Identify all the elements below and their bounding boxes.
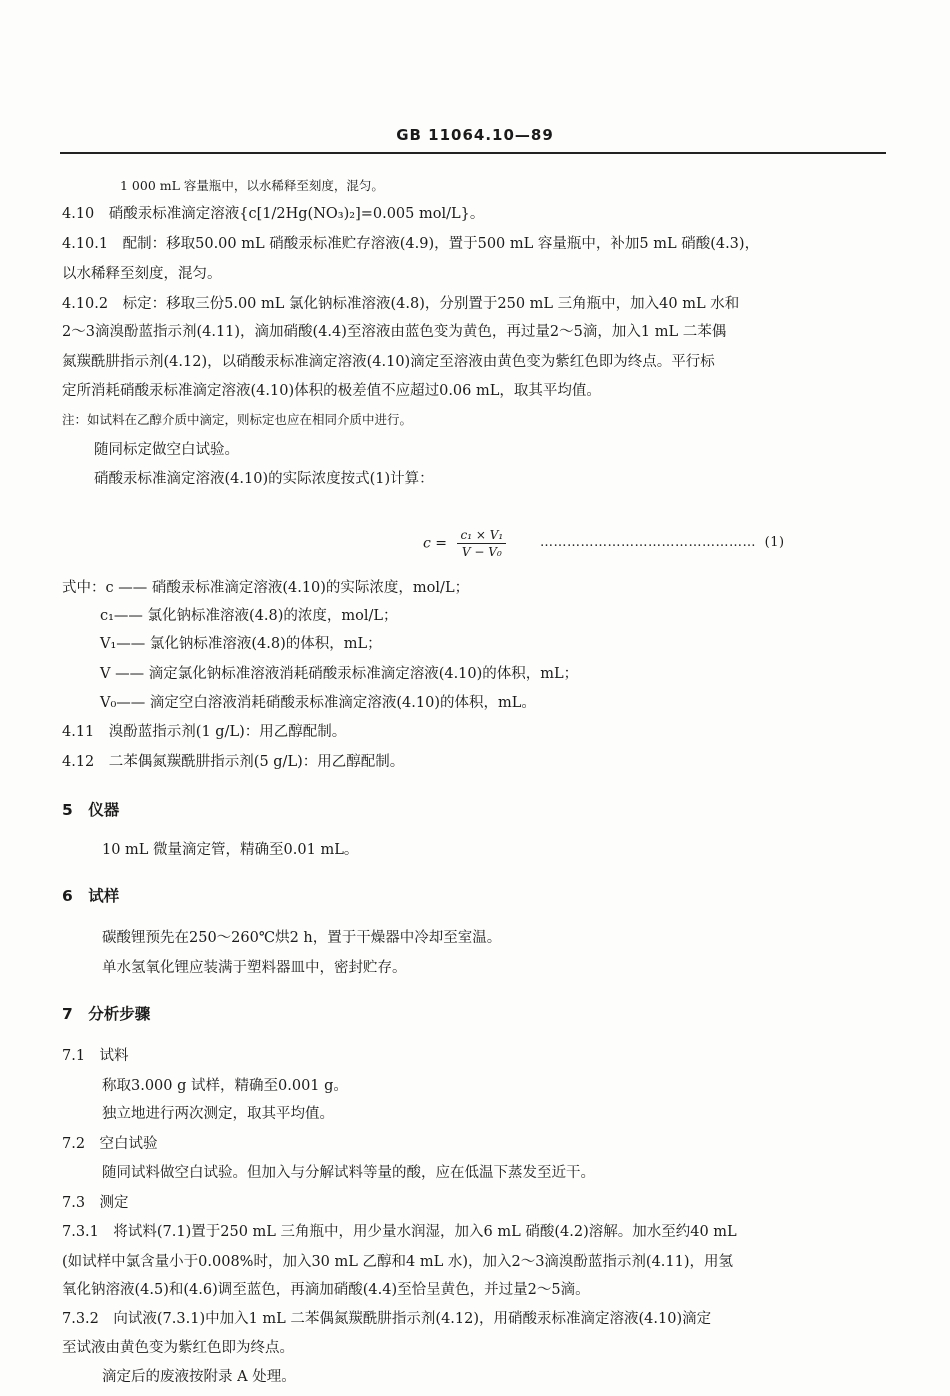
symbol-definition: c₁—— 氯化钠标准溶液(4.8)的浓度，mol/L； bbox=[100, 608, 398, 624]
formula-leader bbox=[540, 535, 785, 550]
formula-fraction bbox=[457, 528, 506, 559]
formula-1 bbox=[423, 528, 506, 559]
clause-4-12: 4.12 二苯偶氮羰酰肼指示剂(5 g/L)：用乙醇配制。 bbox=[62, 754, 405, 770]
text-line: 称取3.000 g 试样，精确至0.001 g。 bbox=[102, 1078, 348, 1094]
text-line: 单水氢氧化锂应装满于塑料器皿中，密封贮存。 bbox=[102, 960, 407, 976]
section-heading-6: 6 试样 bbox=[62, 887, 120, 905]
clause-4-10-1: 4.10.1 配制：移取50.00 mL 硝酸汞标准贮存溶液(4.9)，置于500 mL 容量瓶中，补加5 mL 硝酸(4.3)， bbox=[62, 236, 760, 252]
note-line: 注：如试料在乙醇介质中滴定，则标定也应在相同介质中进行。 bbox=[62, 412, 413, 427]
standard-header: GB 11064.10—89 bbox=[396, 126, 554, 144]
text-line: 10 mL 微量滴定管，精确至0.01 mL。 bbox=[102, 842, 359, 858]
text-line: (如试样中氯含量小于0.008%时，加入30 mL 乙醇和4 mL 水)，加入2～3滴溴酚蓝指示剂(4.11)，用氢 bbox=[62, 1254, 734, 1270]
text-line: 氧化钠溶液(4.5)和(4.6)调至蓝色，再滴加硝酸(4.4)至恰呈黄色，并过量2～5滴。 bbox=[62, 1282, 590, 1298]
text-line: 随同试料做空白试验。但加入与分解试料等量的酸，应在低温下蒸发至近干。 bbox=[102, 1165, 595, 1181]
text-line: 独立地进行两次测定，取其平均值。 bbox=[102, 1106, 334, 1122]
text-line: 1 000 mL 容量瓶中，以水稀释至刻度，混匀。 bbox=[120, 178, 384, 193]
text-line: 氮羰酰肼指示剂(4.12)，以硝酸汞标准滴定溶液(4.10)滴定至溶液由黄色变为紫红色即为终点。平行标 bbox=[62, 354, 715, 370]
symbol-definition: V₁—— 氯化钠标准溶液(4.8)的体积，mL； bbox=[100, 636, 382, 652]
text-line: 定所消耗硝酸汞标准滴定溶液(4.10)体积的极差值不应超过0.06 mL，取其平均值。 bbox=[62, 383, 601, 399]
formula-numerator: c₁ × V₁ bbox=[457, 528, 506, 544]
text-line: 2～3滴溴酚蓝指示剂(4.11)，滴加硝酸(4.4)至溶液由蓝色变为黄色，再过量2～5滴，加入1 mL 二苯偶 bbox=[62, 324, 727, 340]
clause-7-3-2: 7.3.2 向试液(7.3.1)中加入1 mL 二苯偶氮羰酰肼指示剂(4.12)，用硝酸汞标准滴定溶液(4.10)滴定 bbox=[62, 1311, 712, 1327]
clause-4-11: 4.11 溴酚蓝指示剂(1 g/L)：用乙醇配制。 bbox=[62, 724, 347, 740]
formula-leader-dots: ………………………………………… bbox=[540, 535, 756, 550]
clause-7-3-1: 7.3.1 将试料(7.1)置于250 mL 三角瓶中，用少量水润湿，加入6 mL 硝酸(4.2)溶解。加水至约40 mL bbox=[62, 1224, 737, 1240]
text-line: 硝酸汞标准滴定溶液(4.10)的实际浓度按式(1)计算： bbox=[94, 471, 434, 487]
clause-7-1: 7.1 试料 bbox=[62, 1048, 129, 1064]
header-rule bbox=[60, 152, 886, 154]
text-line: 碳酸锂预先在250～260℃烘2 h，置于干燥器中冷却至室温。 bbox=[102, 930, 502, 946]
clause-7-2: 7.2 空白试验 bbox=[62, 1136, 158, 1152]
clause-7-3: 7.3 测定 bbox=[62, 1195, 129, 1211]
symbol-definition: V —— 滴定氯化钠标准溶液消耗硝酸汞标准滴定溶液(4.10)的体积，mL； bbox=[100, 666, 579, 682]
text-line: 随同标定做空白试验。 bbox=[94, 442, 239, 458]
text-line: 滴定后的废液按附录 A 处理。 bbox=[102, 1369, 296, 1385]
symbol-definition: V₀—— 滴定空白溶液消耗硝酸汞标准滴定溶液(4.10)的体积，mL。 bbox=[100, 695, 536, 711]
text-line: 以水稀释至刻度，混匀。 bbox=[62, 266, 222, 282]
section-heading-5: 5 仪器 bbox=[62, 801, 120, 819]
clause-4-10-2: 4.10.2 标定：移取三份5.00 mL 氯化钠标准溶液(4.8)，分别置于250 mL 三角瓶中，加入40 mL 水和 bbox=[62, 296, 740, 312]
symbol-definition: 式中：c —— 硝酸汞标准滴定溶液(4.10)的实际浓度，mol/L； bbox=[62, 580, 470, 596]
formula-denominator: V − V₀ bbox=[461, 545, 502, 559]
formula-number: (1) bbox=[764, 535, 785, 550]
clause-4-10: 4.10 硝酸汞标准滴定溶液{c[1/2Hg(NO₃)₂]=0.005 mol/L}。 bbox=[62, 206, 485, 222]
section-heading-7: 7 分析步骤 bbox=[62, 1005, 151, 1023]
formula-lhs: c = bbox=[423, 535, 448, 552]
text-line: 至试液由黄色变为紫红色即为终点。 bbox=[62, 1340, 294, 1356]
